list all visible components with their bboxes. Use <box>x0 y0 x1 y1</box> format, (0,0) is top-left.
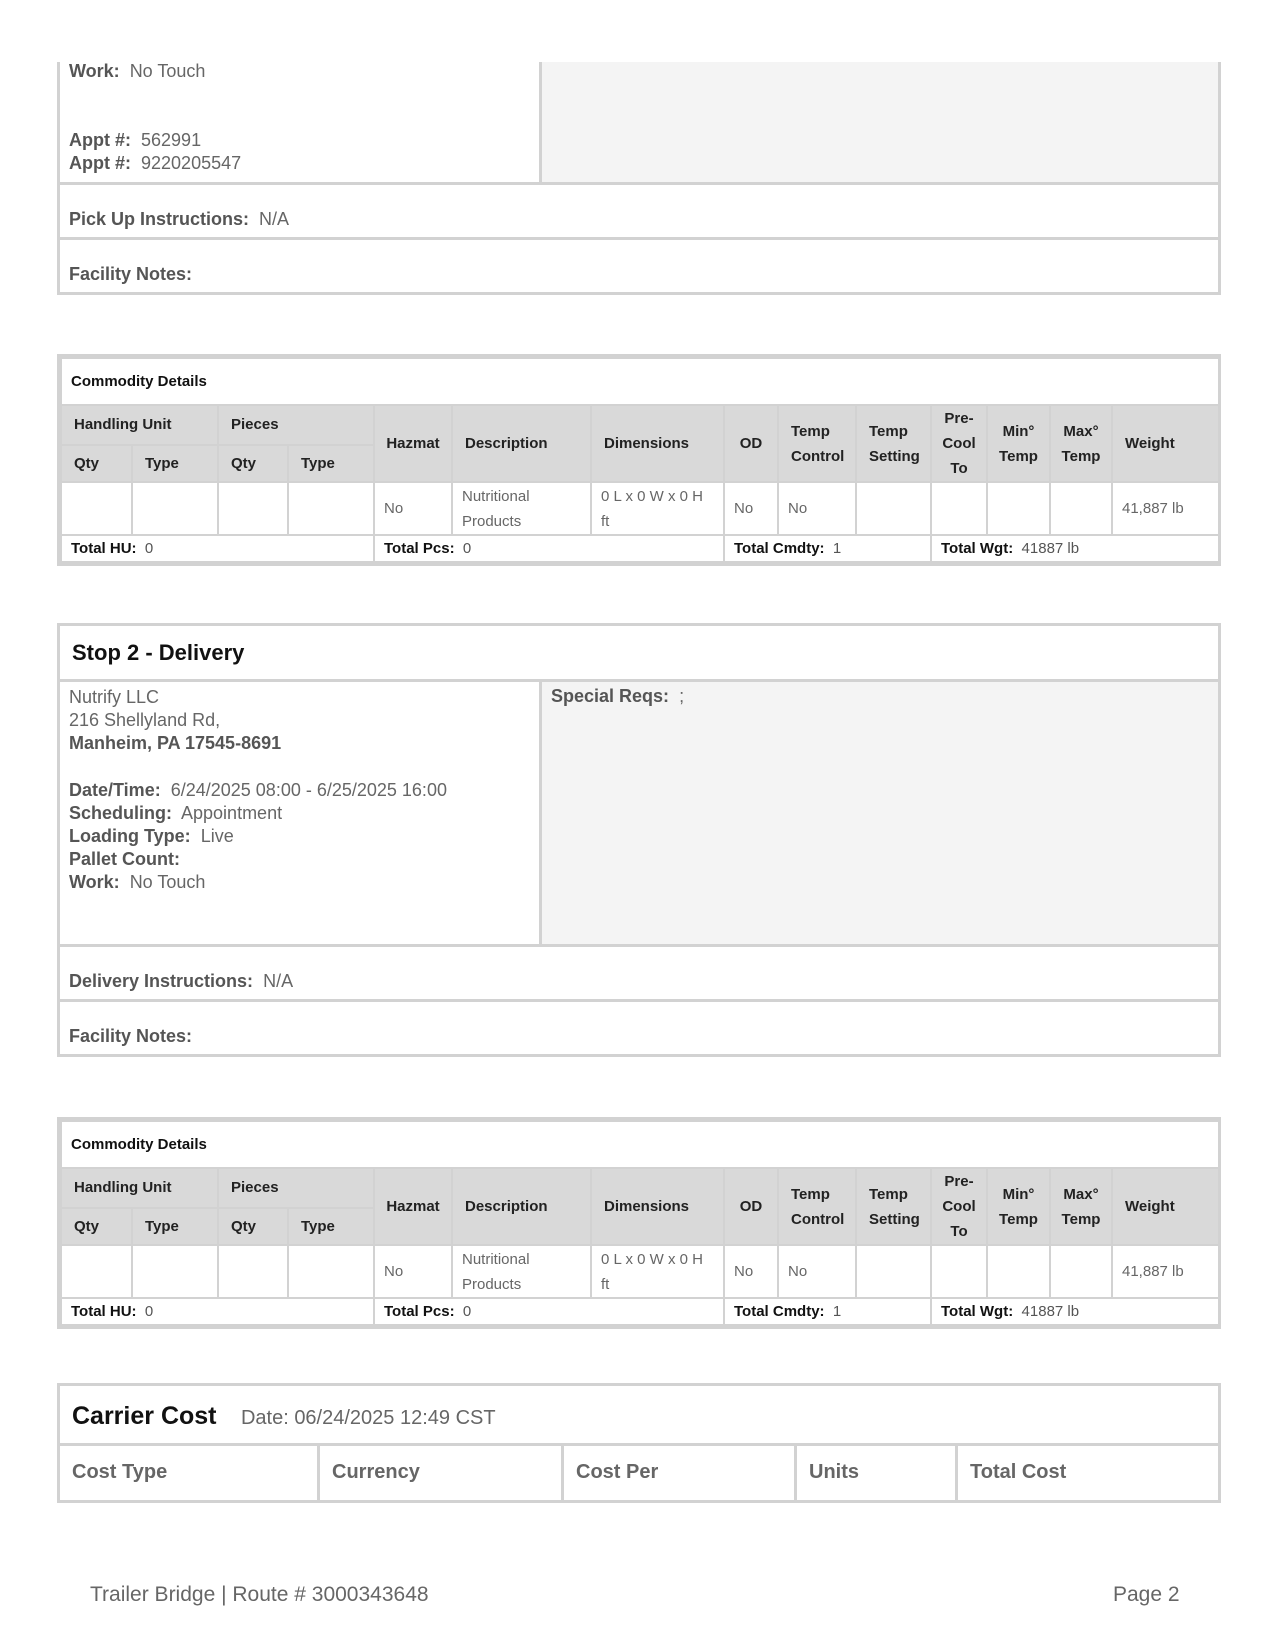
cost-type-header: Cost Type <box>60 1446 320 1500</box>
pcs-type-header: Type <box>288 1208 374 1245</box>
handling-unit-header: Handling Unit <box>61 405 218 445</box>
carrier-cost-section <box>57 1383 1221 1503</box>
stop1-details <box>60 62 542 182</box>
scheduling-label: Scheduling: <box>69 803 172 823</box>
totals-row <box>61 535 1219 562</box>
dimensions-cell: 0 L x 0 W x 0 H ft <box>591 482 724 535</box>
appt-value: 562991 <box>141 130 202 150</box>
temp-setting-header: Temp Setting <box>856 1168 931 1245</box>
pieces-header: Pieces <box>218 1168 374 1208</box>
commodity-title: Commodity Details <box>61 1121 1219 1168</box>
stop2-section <box>57 623 1221 1057</box>
appt-label: Appt #: <box>69 153 131 173</box>
description-header: Description <box>452 405 591 482</box>
dimensions-header: Dimensions <box>591 1168 724 1245</box>
hazmat-cell: No <box>374 482 452 535</box>
special-reqs <box>542 682 1218 944</box>
total-cmdty-value: 1 <box>832 1303 842 1320</box>
description-header: Description <box>452 1168 591 1245</box>
carrier-cost-header <box>60 1386 1218 1446</box>
total-hu-value: 0 <box>144 1303 154 1320</box>
work-label: Work: <box>69 872 120 892</box>
cost-columns <box>60 1446 1218 1500</box>
stop2-info-row <box>60 682 1218 944</box>
pcs-type-header: Type <box>288 445 374 482</box>
weight-cell: 41,887 lb <box>1112 1245 1219 1298</box>
total-wgt-value: 41887 lb <box>1021 1303 1080 1320</box>
pickup-value: N/A <box>259 209 290 229</box>
stop2-title: Stop 2 - Delivery <box>60 626 1218 682</box>
stop1-info-row <box>60 62 1218 182</box>
min-temp-header: Min° Temp <box>987 405 1050 482</box>
total-wgt-value: 41887 lb <box>1021 540 1080 557</box>
stop2-address <box>60 682 542 944</box>
commodity-title: Commodity Details <box>61 358 1219 405</box>
delivery-instructions <box>60 944 1218 999</box>
stop1-special-area <box>542 62 1218 182</box>
handling-unit-header: Handling Unit <box>61 1168 218 1208</box>
hu-qty-header: Qty <box>61 445 132 482</box>
special-reqs-value: ; <box>679 686 685 706</box>
total-pcs-value: 0 <box>462 540 472 557</box>
stop1-section <box>57 62 1221 295</box>
dimensions-cell: 0 L x 0 W x 0 H ft <box>591 1245 724 1298</box>
temp-control-cell: No <box>778 1245 856 1298</box>
pickup-label: Pick Up Instructions: <box>69 209 250 229</box>
total-hu-label: Total HU: <box>71 540 137 557</box>
pre-cool-header: Pre-Cool To <box>931 1168 987 1245</box>
commodity-details-2 <box>57 1117 1221 1329</box>
max-temp-header: Max° Temp <box>1050 1168 1112 1245</box>
hazmat-header: Hazmat <box>374 405 452 482</box>
pallet-count-label: Pallet Count: <box>69 849 180 869</box>
totals-row <box>61 1298 1219 1325</box>
total-pcs-label: Total Pcs: <box>384 1303 455 1320</box>
carrier-cost-title: Carrier Cost <box>72 1402 217 1430</box>
total-pcs-value: 0 <box>462 1303 472 1320</box>
scheduling-value: Appointment <box>181 803 283 823</box>
description-cell: Nutritional Products <box>452 1245 591 1298</box>
pickup-instructions <box>60 182 1218 237</box>
page-number: Page 2 <box>1113 1583 1180 1606</box>
weight-header: Weight <box>1112 1168 1219 1245</box>
table-row <box>61 1245 1219 1298</box>
commodity-table <box>60 1120 1220 1326</box>
facility-notes-label: Facility Notes: <box>69 264 193 284</box>
pieces-header: Pieces <box>218 405 374 445</box>
total-wgt-label: Total Wgt: <box>941 1303 1014 1320</box>
total-hu-value: 0 <box>144 540 154 557</box>
appt-label: Appt #: <box>69 130 131 150</box>
total-cmdty-label: Total Cmdty: <box>734 1303 825 1320</box>
work-value: No Touch <box>129 61 206 81</box>
total-cmdty-label: Total Cmdty: <box>734 540 825 557</box>
loading-type-value: Live <box>200 826 234 846</box>
facility-notes <box>60 999 1218 1054</box>
od-cell: No <box>724 482 778 535</box>
hu-type-header: Type <box>132 445 218 482</box>
loading-type-label: Loading Type: <box>69 826 191 846</box>
pcs-qty-header: Qty <box>218 445 288 482</box>
datetime-label: Date/Time: <box>69 780 161 800</box>
hazmat-header: Hazmat <box>374 1168 452 1245</box>
work-value: No Touch <box>129 872 206 892</box>
cost-per-header: Cost Per <box>564 1446 797 1500</box>
hu-type-header: Type <box>132 1208 218 1245</box>
weight-cell: 41,887 lb <box>1112 482 1219 535</box>
total-hu-label: Total HU: <box>71 1303 137 1320</box>
temp-control-header: Temp Control <box>778 405 856 482</box>
hu-qty-header: Qty <box>61 1208 132 1245</box>
total-wgt-label: Total Wgt: <box>941 540 1014 557</box>
dimensions-header: Dimensions <box>591 405 724 482</box>
carrier-cost-date: Date: 06/24/2025 12:49 CST <box>240 1407 496 1429</box>
total-cost-header: Total Cost <box>970 1461 1067 1483</box>
units-header: Units <box>797 1446 958 1500</box>
street-address: 216 Shellyland Rd, <box>69 710 221 730</box>
appt-value: 9220205547 <box>141 153 242 173</box>
facility-notes <box>60 237 1218 292</box>
company-name: Nutrify LLC <box>69 687 160 707</box>
max-temp-header: Max° Temp <box>1050 405 1112 482</box>
total-cmdty-value: 1 <box>832 540 842 557</box>
footer-route: Trailer Bridge | Route # 3000343648 <box>90 1583 429 1606</box>
description-cell: Nutritional Products <box>452 482 591 535</box>
temp-control-cell: No <box>778 482 856 535</box>
pre-cool-header: Pre-Cool To <box>931 405 987 482</box>
table-row <box>61 482 1219 535</box>
weight-header: Weight <box>1112 405 1219 482</box>
datetime-value: 6/24/2025 08:00 - 6/25/2025 16:00 <box>170 780 447 800</box>
currency-header: Currency <box>320 1446 564 1500</box>
facility-notes-label: Facility Notes: <box>69 1026 193 1046</box>
work-label: Work: <box>69 61 120 81</box>
od-header: OD <box>724 405 778 482</box>
commodity-table <box>60 357 1220 563</box>
od-header: OD <box>724 1168 778 1245</box>
od-cell: No <box>724 1245 778 1298</box>
min-temp-header: Min° Temp <box>987 1168 1050 1245</box>
pcs-qty-header: Qty <box>218 1208 288 1245</box>
hazmat-cell: No <box>374 1245 452 1298</box>
city-state-zip: Manheim, PA 17545-8691 <box>69 733 282 753</box>
special-reqs-label: Special Reqs: <box>551 686 670 706</box>
temp-control-header: Temp Control <box>778 1168 856 1245</box>
total-pcs-label: Total Pcs: <box>384 540 455 557</box>
commodity-details-1 <box>57 354 1221 566</box>
delivery-label: Delivery Instructions: <box>69 971 254 991</box>
delivery-value: N/A <box>263 971 294 991</box>
temp-setting-header: Temp Setting <box>856 405 931 482</box>
